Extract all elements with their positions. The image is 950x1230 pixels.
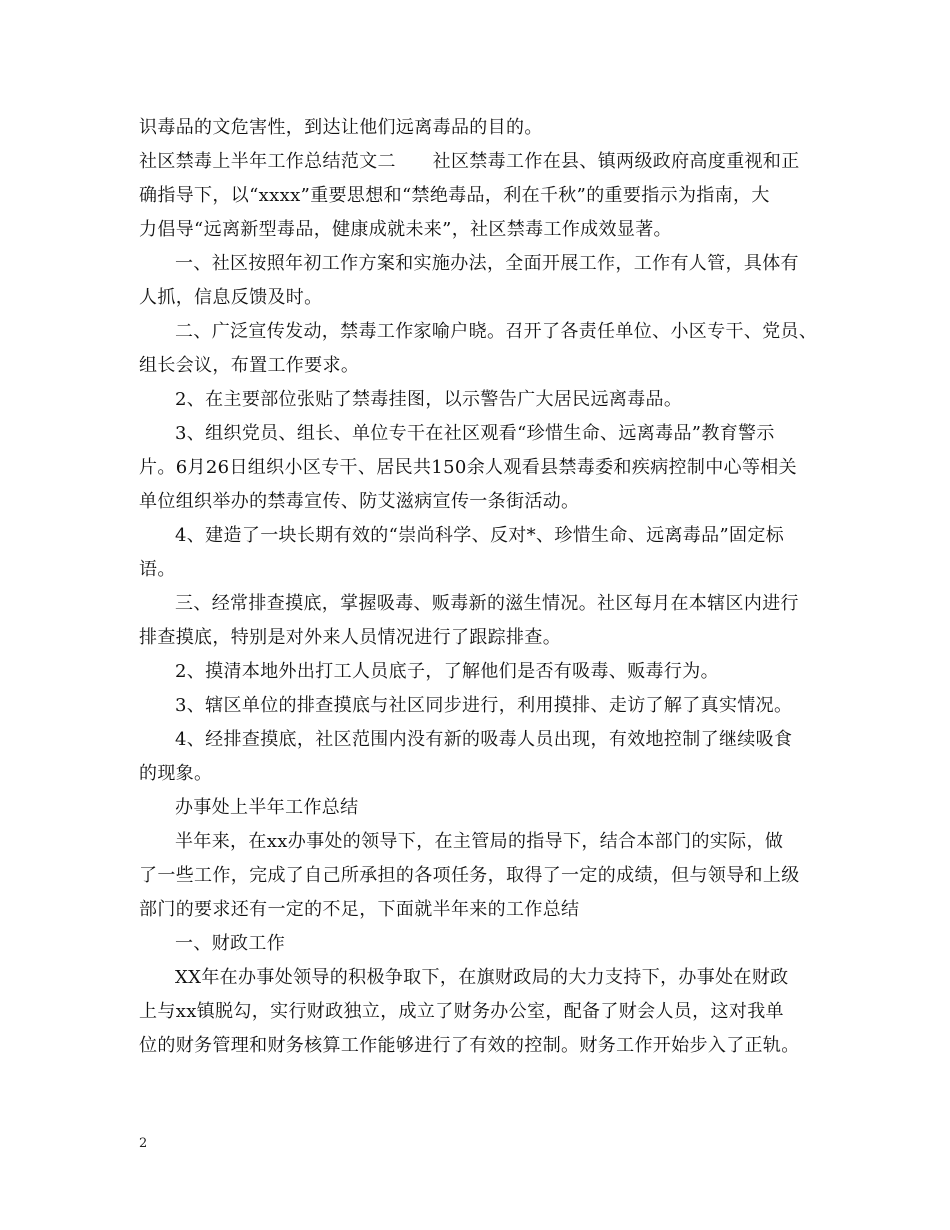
text-line: 识毒品的文危害性，到达让他们远离毒品的目的。 [139,117,543,138]
text-line: 了一些工作，完成了自己所承担的各项任务，取得了一定的成绩，但与领导和上级 [139,865,800,886]
text-line: 3、辖区单位的排查摸底与社区同步进行，利用摸排、走访了解了真实情况。 [175,695,793,716]
text-line: 3、组织党员、组长、单位专干在社区观看“珍惜生命、远离毒品”教育警示 [175,423,775,444]
text-line: XX年在办事处领导的积极争取下，在旗财政局的大力支持下，办事处在财政 [175,967,789,988]
text-line: 片。6月26日组织小区专干、居民共150余人观看县禁毒委和疾病控制中心等相关 [139,457,798,478]
text-line: 4、经排查摸底，社区范围内没有新的吸毒人员出现，有效地控制了继续吸食 [175,729,793,750]
text-line: 2、在主要部位张贴了禁毒挂图，以示警告广大居民远离毒品。 [175,389,683,410]
text-line: 二、广泛宣传发动，禁毒工作家喻户晓。召开了各责任单位、小区专干、党员、 [175,321,818,342]
text-line: 确指导下，以“xxxx”重要思想和“禁绝毒品，利在千秋”的重要指示为指南，大 [139,185,770,206]
text-line: 三、经常排查摸底，掌握吸毒、贩毒新的滋生情况。社区每月在本辖区内进行 [175,593,799,614]
page-number: 2 [139,1136,148,1151]
text-line: 力倡导“远离新型毒品，健康成就未来”，社区禁毒工作成效显著。 [139,219,672,240]
text-line: 单位组织举办的禁毒宣传、防艾滋病宣传一条街活动。 [139,491,580,512]
text-line: 上与xx镇脱勾，实行财政独立，成立了财务办公室，配备了财会人员，这对我单 [139,1001,784,1022]
text-line: 位的财务管理和财务核算工作能够进行了有效的控制。财务工作开始步入了正轨。 [139,1035,800,1056]
text-line: 人抓，信息反馈及时。 [139,287,323,308]
text-line: 组长会议，布置工作要求。 [139,355,360,376]
text-line: 社区禁毒上半年工作总结范文二 社区禁毒工作在县、镇两级政府高度重视和正 [139,151,800,172]
text-line: 一、社区按照年初工作方案和实施办法，全面开展工作，工作有人管，具体有 [175,253,799,274]
text-line: 半年来，在xx办事处的领导下，在主管局的指导下，结合本部门的实际，做 [175,831,784,852]
text-line: 部门的要求还有一定的不足，下面就半年来的工作总结 [139,899,580,920]
text-line: 排查摸底，特别是对外来人员情况进行了跟踪排查。 [139,627,562,648]
text-line: 4、建造了一块长期有效的“崇尚科学、反对*、珍惜生命、远离毒品”固定标 [175,525,785,546]
text-line: 语。 [139,559,176,580]
document-body [139,111,819,1063]
section-heading: 办事处上半年工作总结 [175,797,359,818]
subsection-heading: 一、财政工作 [175,933,286,954]
text-line: 2、摸清本地外出打工人员底子，了解他们是否有吸毒、贩毒行为。 [175,661,719,682]
text-line: 的现象。 [139,763,213,784]
